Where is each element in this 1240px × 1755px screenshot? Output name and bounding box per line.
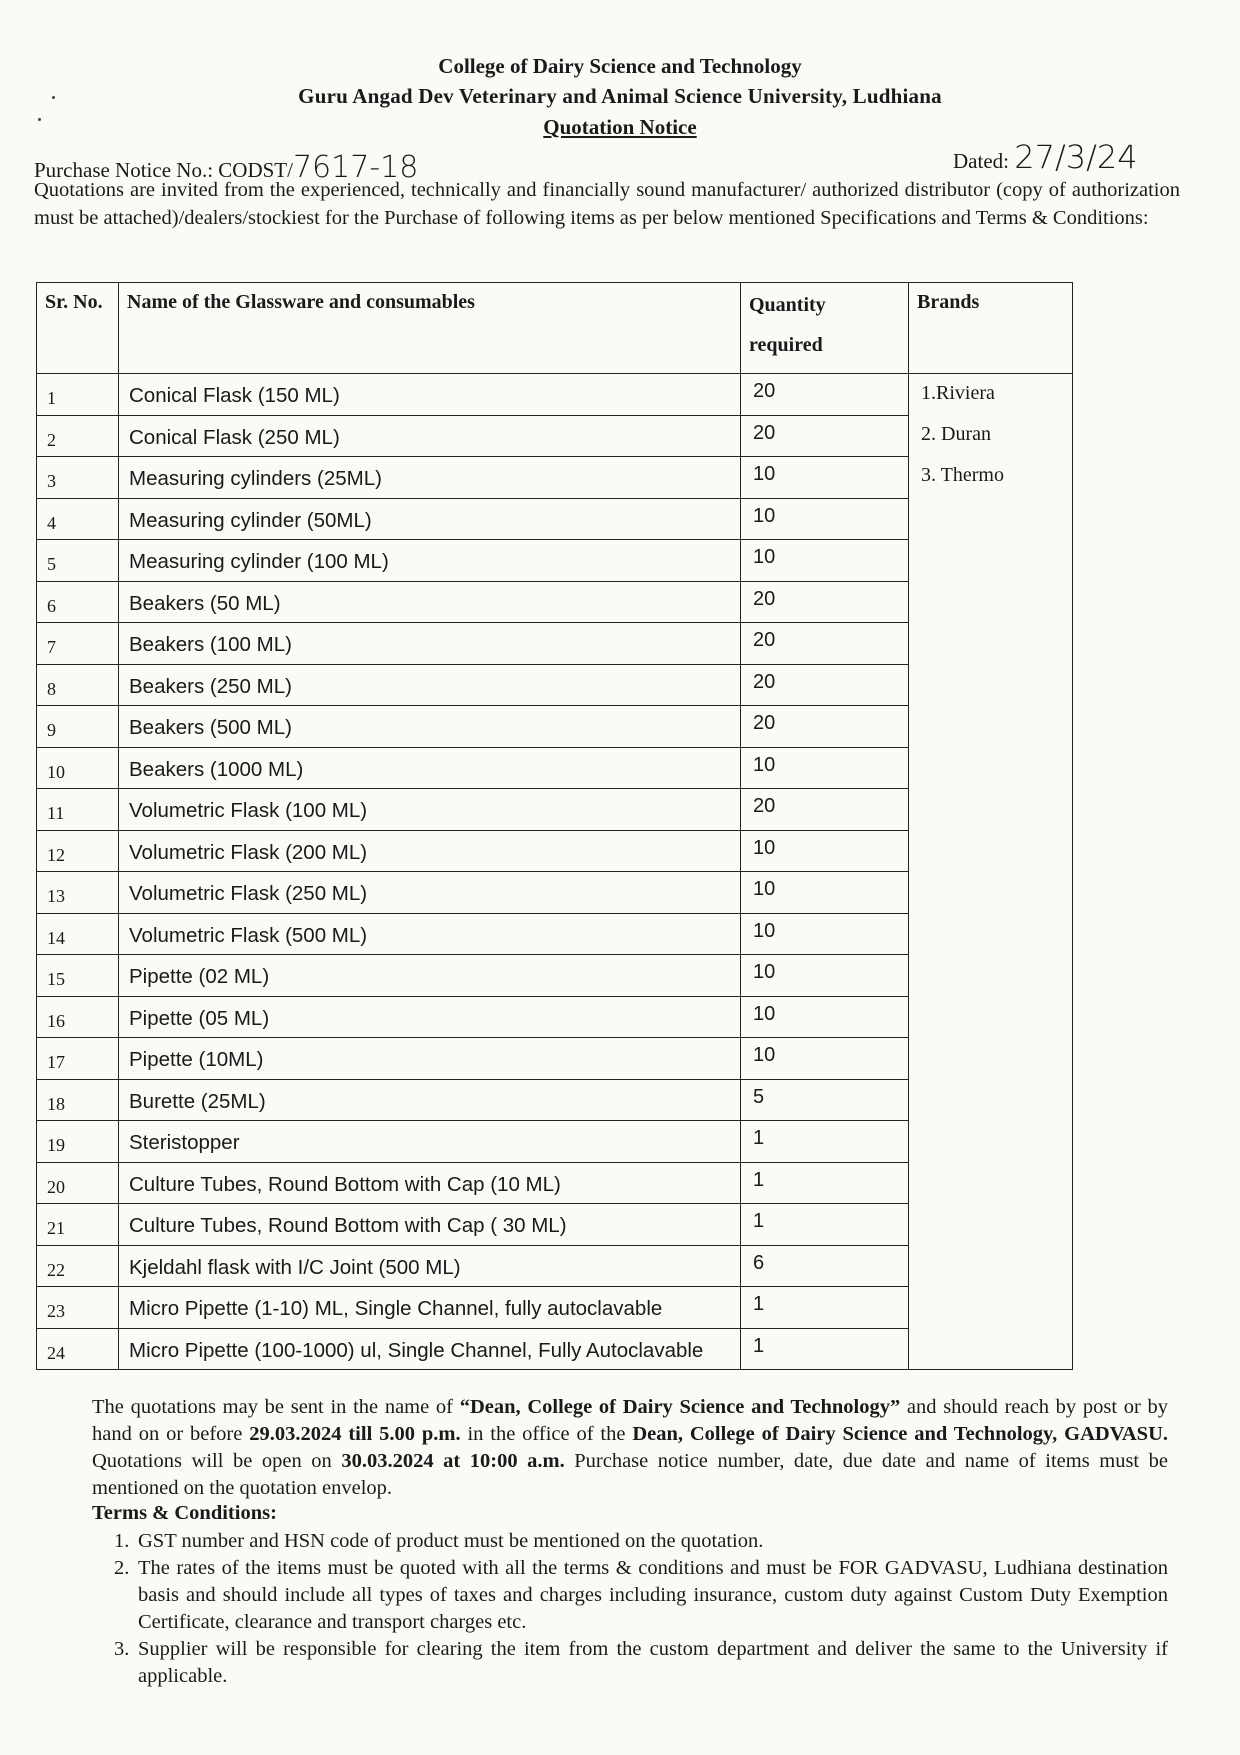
item-name-cell: Burette (25ML): [119, 1079, 741, 1121]
sr-no-cell: 15: [37, 955, 119, 997]
header-sr-no: Sr. No.: [37, 283, 119, 374]
item-name-cell: Beakers (250 ML): [119, 664, 741, 706]
item-name-cell: Beakers (50 ML): [119, 581, 741, 623]
quantity-cell: 20: [741, 623, 909, 665]
header-quantity-line1: Quantity: [749, 294, 826, 316]
item-name-cell: Measuring cylinder (50ML): [119, 498, 741, 540]
footer-text-2: and should reach by post or by hand on or before: [92, 1396, 1168, 1445]
footer-addressee: “Dean, College of Dairy Science and Technology”: [459, 1396, 901, 1418]
quantity-cell: 10: [741, 913, 909, 955]
brand-item: 2. Duran: [921, 423, 991, 445]
item-name-cell: Culture Tubes, Round Bottom with Cap (10 ML): [119, 1162, 741, 1204]
item-name-cell: Conical Flask (250 ML): [119, 415, 741, 457]
item-name-cell: Kjeldahl flask with I/C Joint (500 ML): [119, 1245, 741, 1287]
brand-item: 1.Riviera: [921, 382, 995, 404]
brands-cell: [909, 374, 1073, 1370]
item-name-cell: Beakers (100 ML): [119, 623, 741, 665]
header-item-name: Name of the Glassware and consumables: [119, 283, 741, 374]
sr-no-cell: 9: [37, 706, 119, 748]
scan-speck: [38, 118, 41, 121]
item-name-cell: Pipette (02 ML): [119, 955, 741, 997]
quantity-cell: 20: [741, 374, 909, 416]
item-name-cell: Volumetric Flask (500 ML): [119, 913, 741, 955]
sr-no-cell: 13: [37, 872, 119, 914]
college-name: College of Dairy Science and Technology: [438, 54, 802, 78]
quantity-cell: 10: [741, 955, 909, 997]
term-number: 2.: [114, 1557, 130, 1579]
footer-deadline: 29.03.2024 till 5.00 p.m.: [249, 1423, 461, 1445]
header-brands: Brands: [909, 283, 1073, 374]
sr-no-cell: 20: [37, 1162, 119, 1204]
quantity-cell: 10: [741, 498, 909, 540]
sr-no-cell: 7: [37, 623, 119, 665]
table-row: [37, 374, 1073, 416]
term-text: GST number and HSN code of product must be mentioned on the quotation.: [138, 1530, 764, 1552]
header-quantity-line2: required: [749, 334, 823, 356]
item-name-cell: Pipette (05 ML): [119, 996, 741, 1038]
sr-no-cell: 17: [37, 1038, 119, 1080]
quantity-cell: 10: [741, 1038, 909, 1080]
sr-no-cell: 10: [37, 747, 119, 789]
sr-no-cell: 8: [37, 664, 119, 706]
item-name-cell: Conical Flask (150 ML): [119, 374, 741, 416]
quantity-cell: 10: [741, 872, 909, 914]
quantity-cell: 20: [741, 706, 909, 748]
term-number: 1.: [114, 1530, 130, 1552]
item-name-cell: Steristopper: [119, 1121, 741, 1163]
item-name-cell: Measuring cylinders (25ML): [119, 457, 741, 499]
dated-label: Dated:: [953, 149, 1009, 173]
university-name: Guru Angad Dev Veterinary and Animal Science University, Ludhiana: [298, 84, 942, 108]
footer-text-1: The quotations may be sent in the name of: [92, 1396, 460, 1418]
sr-no-cell: 11: [37, 789, 119, 831]
sr-no-cell: 24: [37, 1328, 119, 1370]
quantity-cell: 1: [741, 1328, 909, 1370]
sr-no-cell: 23: [37, 1287, 119, 1329]
handwritten-date: 27/3/24: [1014, 138, 1138, 176]
item-name-cell: Volumetric Flask (100 ML): [119, 789, 741, 831]
intro-paragraph: Quotations are invited from the experienced, technically and financially sound manufacturer/ authorized distributor (copy of authorization must be attached)/dealers/stockiest for the Purchase of following items as per below mentioned Specifications and Terms & Conditions:: [34, 179, 1180, 229]
purchase-notice-label: Purchase Notice No.: CODST/: [34, 158, 293, 182]
item-name-cell: Beakers (1000 ML): [119, 747, 741, 789]
terms-list: [114, 1528, 1168, 1690]
quantity-cell: 10: [741, 540, 909, 582]
quantity-cell: 1: [741, 1121, 909, 1163]
sr-no-cell: 21: [37, 1204, 119, 1246]
term-text: The rates of the items must be quoted with all the terms & conditions and must be FOR GADVASU, Ludhiana destination basis and should include all types of taxes and charges including insurance, custom duty against Custom Duty Exemption Certificate, clearance and transport charges etc.: [138, 1557, 1168, 1633]
table-header-row: [37, 283, 1073, 374]
quantity-cell: 10: [741, 457, 909, 499]
sr-no-cell: 12: [37, 830, 119, 872]
quantity-cell: 5: [741, 1079, 909, 1121]
sr-no-cell: 16: [37, 996, 119, 1038]
notice-title: Quotation Notice: [543, 115, 697, 139]
sr-no-cell: 22: [37, 1245, 119, 1287]
brand-item: 3. Thermo: [921, 464, 1004, 486]
scan-speck: [52, 96, 55, 99]
item-name-cell: Culture Tubes, Round Bottom with Cap ( 30 ML): [119, 1204, 741, 1246]
quantity-cell: 20: [741, 415, 909, 457]
items-table: [36, 282, 1073, 1370]
quantity-cell: 20: [741, 581, 909, 623]
item-name-cell: Volumetric Flask (200 ML): [119, 830, 741, 872]
terms-title: Terms & Conditions:: [92, 1502, 277, 1524]
item-name-cell: Volumetric Flask (250 ML): [119, 872, 741, 914]
quantity-cell: 10: [741, 830, 909, 872]
header-quantity: [741, 283, 909, 374]
term-item: [114, 1528, 1168, 1555]
term-item: [114, 1555, 1168, 1636]
quantity-cell: 1: [741, 1162, 909, 1204]
term-text: Supplier will be responsible for clearing the item from the custom department and deliver the same to the University if applicable.: [138, 1638, 1168, 1687]
sr-no-cell: 1: [37, 374, 119, 416]
sr-no-cell: 3: [37, 457, 119, 499]
term-number: 3.: [114, 1638, 130, 1660]
sr-no-cell: 6: [37, 581, 119, 623]
sr-no-cell: 19: [37, 1121, 119, 1163]
quantity-cell: 6: [741, 1245, 909, 1287]
sr-no-cell: 14: [37, 913, 119, 955]
quantity-cell: 1: [741, 1204, 909, 1246]
submission-instructions: [92, 1394, 1168, 1502]
footer-text-4: Quotations will be open on: [92, 1450, 342, 1472]
handwritten-notice-number: 7617-18: [292, 150, 419, 185]
item-name-cell: Micro Pipette (1-10) ML, Single Channel, fully autoclavable: [119, 1287, 741, 1329]
item-name-cell: Pipette (10ML): [119, 1038, 741, 1080]
sr-no-cell: 18: [37, 1079, 119, 1121]
footer-office: Dean, College of Dairy Science and Technology, GADVASU.: [632, 1423, 1169, 1445]
item-name-cell: Measuring cylinder (100 ML): [119, 540, 741, 582]
quantity-cell: 10: [741, 996, 909, 1038]
footer-opening: 30.03.2024 at 10:00 a.m.: [341, 1450, 565, 1472]
quantity-cell: 1: [741, 1287, 909, 1329]
term-item: [114, 1636, 1168, 1690]
sr-no-cell: 4: [37, 498, 119, 540]
footer-text-5: Purchase notice number, date, due date and name of items must be mentioned on the quotation envelop.: [92, 1450, 1169, 1499]
quantity-cell: 10: [741, 747, 909, 789]
item-name-cell: Micro Pipette (100-1000) ul, Single Channel, Fully Autoclavable: [119, 1328, 741, 1370]
notice-date: [953, 138, 1138, 176]
footer-text-3: in the office of the: [460, 1423, 633, 1445]
quantity-cell: 20: [741, 789, 909, 831]
sr-no-cell: 5: [37, 540, 119, 582]
item-name-cell: Beakers (500 ML): [119, 706, 741, 748]
quantity-cell: 20: [741, 664, 909, 706]
sr-no-cell: 2: [37, 415, 119, 457]
